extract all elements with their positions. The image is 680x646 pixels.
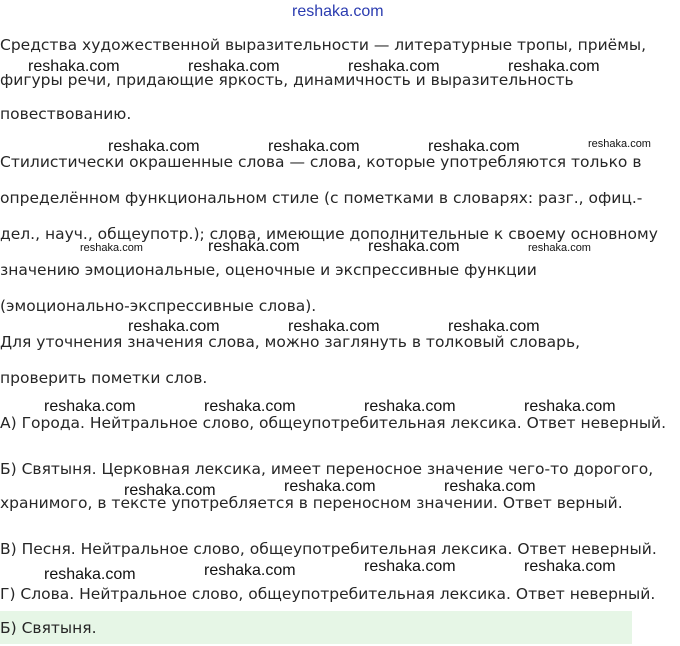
watermark: reshaka.com xyxy=(44,566,136,583)
watermark: reshaka.com xyxy=(268,138,360,155)
watermark: reshaka.com xyxy=(524,398,616,415)
answer-box xyxy=(0,611,632,644)
text-line: А) Города. Нейтральное слово, общеупотребительная лексика. Ответ неверный. xyxy=(0,414,667,432)
watermark: reshaka.com xyxy=(204,562,296,579)
watermark: reshaka.com xyxy=(288,318,380,335)
watermark: reshaka.com xyxy=(108,138,200,155)
watermark: reshaka.com xyxy=(28,58,120,75)
watermark: reshaka.com xyxy=(528,242,591,254)
text-line: значению эмоциональные, оценочные и экспрессивные функции xyxy=(0,261,537,279)
watermark: reshaka.com xyxy=(204,398,296,415)
watermark: reshaka.com xyxy=(208,238,300,255)
text-line: Для уточнения значения слова, можно заглянуть в толковый словарь, xyxy=(0,333,581,351)
text-line: В) Песня. Нейтральное слово, общеупотребительная лексика. Ответ неверный. xyxy=(0,540,657,558)
text-line: определённом функциональном стиле (с пометками в словарях: разг., офиц.- xyxy=(0,189,643,207)
watermark: reshaka.com xyxy=(364,398,456,415)
watermark: reshaka.com xyxy=(588,138,651,150)
text-line: дел., науч., общеупотр.); слова, имеющие дополнительные к своему основному xyxy=(0,225,658,243)
watermark: reshaka.com xyxy=(364,558,456,575)
text-line: проверить пометки слов. xyxy=(0,369,208,387)
text-line: повествованию. xyxy=(0,105,132,123)
answer-text: Б) Святыня. xyxy=(0,619,97,637)
watermark: reshaka.com xyxy=(188,58,280,75)
text-line: Г) Слова. Нейтральное слово, общеупотребительная лексика. Ответ неверный. xyxy=(0,585,656,603)
watermark: reshaka.com xyxy=(444,478,536,495)
watermark: reshaka.com xyxy=(508,58,600,75)
text-line: (эмоционально-экспрессивные слова). xyxy=(0,297,317,315)
text-line: Средства художественной выразительности — литературные тропы, приёмы, xyxy=(0,36,647,54)
watermark: reshaka.com xyxy=(128,318,220,335)
watermark: reshaka.com xyxy=(284,478,376,495)
text-line: Б) Святыня. Церковная лексика, имеет переносное значение чего-то дорогого, xyxy=(0,460,654,478)
watermark: reshaka.com xyxy=(524,558,616,575)
watermark: reshaka.com xyxy=(44,398,136,415)
text-line: Стилистически окрашенные слова — слова, которые употребляются только в xyxy=(0,153,642,171)
text-line: фигуры речи, придающие яркость, динамичность и выразительность xyxy=(0,71,574,89)
watermark: reshaka.com xyxy=(428,138,520,155)
watermark: reshaka.com xyxy=(368,238,460,255)
watermark: reshaka.com xyxy=(448,318,540,335)
watermark: reshaka.com xyxy=(80,242,143,254)
watermark: reshaka.com xyxy=(124,482,216,499)
watermark: reshaka.com xyxy=(348,58,440,75)
text-line: хранимого, в тексте употребляется в переносном значении. Ответ верный. xyxy=(0,494,623,512)
watermark-header: reshaka.com xyxy=(292,3,384,20)
